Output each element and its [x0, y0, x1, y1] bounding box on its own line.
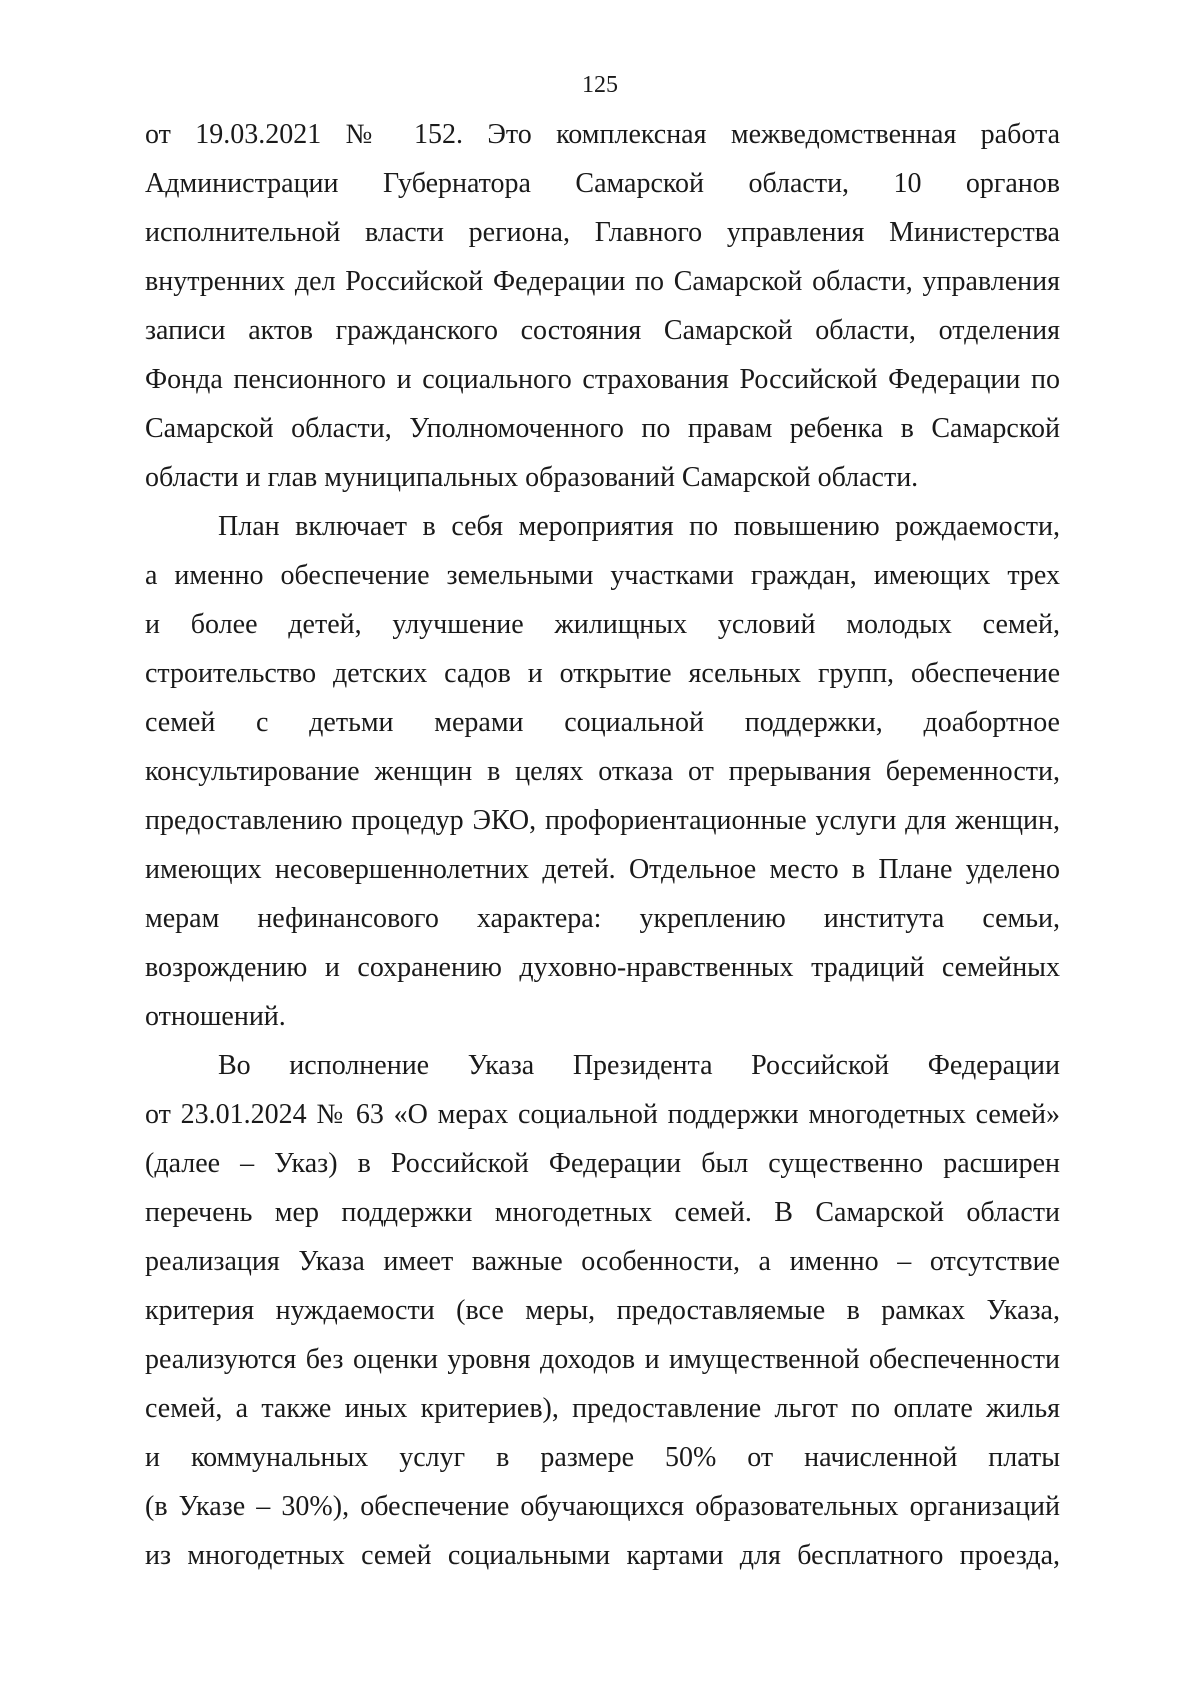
text-line: реализуются без оценки уровня доходов и имущественной обеспеченности [145, 1344, 1060, 1375]
text-line: из многодетных семей социальными картами для бесплатного проезда, [145, 1540, 1060, 1571]
text-line: Во исполнение Указа Президента Российской Федерации [218, 1050, 1060, 1081]
text-line: критерия нуждаемости (все меры, предоставляемые в рамках Указа, [145, 1295, 1060, 1326]
text-line: внутренних дел Российской Федерации по Самарской области, управления [145, 266, 1060, 297]
text-line: (в Указе – 30%), обеспечение обучающихся образовательных организаций [145, 1491, 1060, 1522]
text-line: возрождению и сохранению духовно-нравственных традиций семейных [145, 952, 1060, 983]
text-line: исполнительной власти региона, Главного управления Министерства [145, 217, 1060, 248]
text-line: консультирование женщин в целях отказа от прерывания беременности, [145, 756, 1060, 787]
text-line: отношений. [145, 1001, 286, 1032]
text-line: строительство детских садов и открытие ясельных групп, обеспечение [145, 658, 1060, 689]
text-line: предоставлению процедур ЭКО, профориентационные услуги для женщин, [145, 805, 1060, 836]
text-line: План включает в себя мероприятия по повышению рождаемости, [218, 511, 1060, 542]
text-line: (далее – Указ) в Российской Федерации был существенно расширен [145, 1148, 1060, 1179]
text-line: области и глав муниципальных образований Самарской области. [145, 462, 919, 493]
text-line: семей, а также иных критериев), предоставление льгот по оплате жилья [145, 1393, 1060, 1424]
text-line: от 23.01.2024 № 63 «О мерах социальной поддержки многодетных семей» [145, 1099, 1060, 1130]
text-line: и коммунальных услуг в размере 50% от начисленной платы [145, 1442, 1060, 1473]
text-line: и более детей, улучшение жилищных условий молодых семей, [145, 609, 1060, 640]
text-line: реализация Указа имеет важные особенности, а именно – отсутствие [145, 1246, 1060, 1277]
text-line: а именно обеспечение земельными участками граждан, имеющих трех [145, 560, 1060, 591]
text-line: семей с детьми мерами социальной поддержки, доабортное [145, 707, 1060, 738]
page-number: 125 [582, 72, 618, 98]
text-line: мерам нефинансового характера: укреплению института семьи, [145, 903, 1060, 934]
text-line: записи актов гражданского состояния Самарской области, отделения [145, 315, 1060, 346]
text-line: Самарской области, Уполномоченного по правам ребенка в Самарской [145, 413, 1060, 444]
text-line: от 19.03.2021 № 152. Это комплексная межведомственная работа [145, 119, 1060, 150]
text-line: имеющих несовершеннолетних детей. Отдельное место в Плане уделено [145, 854, 1060, 885]
text-line: Фонда пенсионного и социального страхования Российской Федерации по [145, 364, 1060, 395]
text-line: перечень мер поддержки многодетных семей. В Самарской области [145, 1197, 1060, 1228]
document-body [145, 110, 1060, 1580]
text-line: Администрации Губернатора Самарской области, 10 органов [145, 168, 1060, 199]
